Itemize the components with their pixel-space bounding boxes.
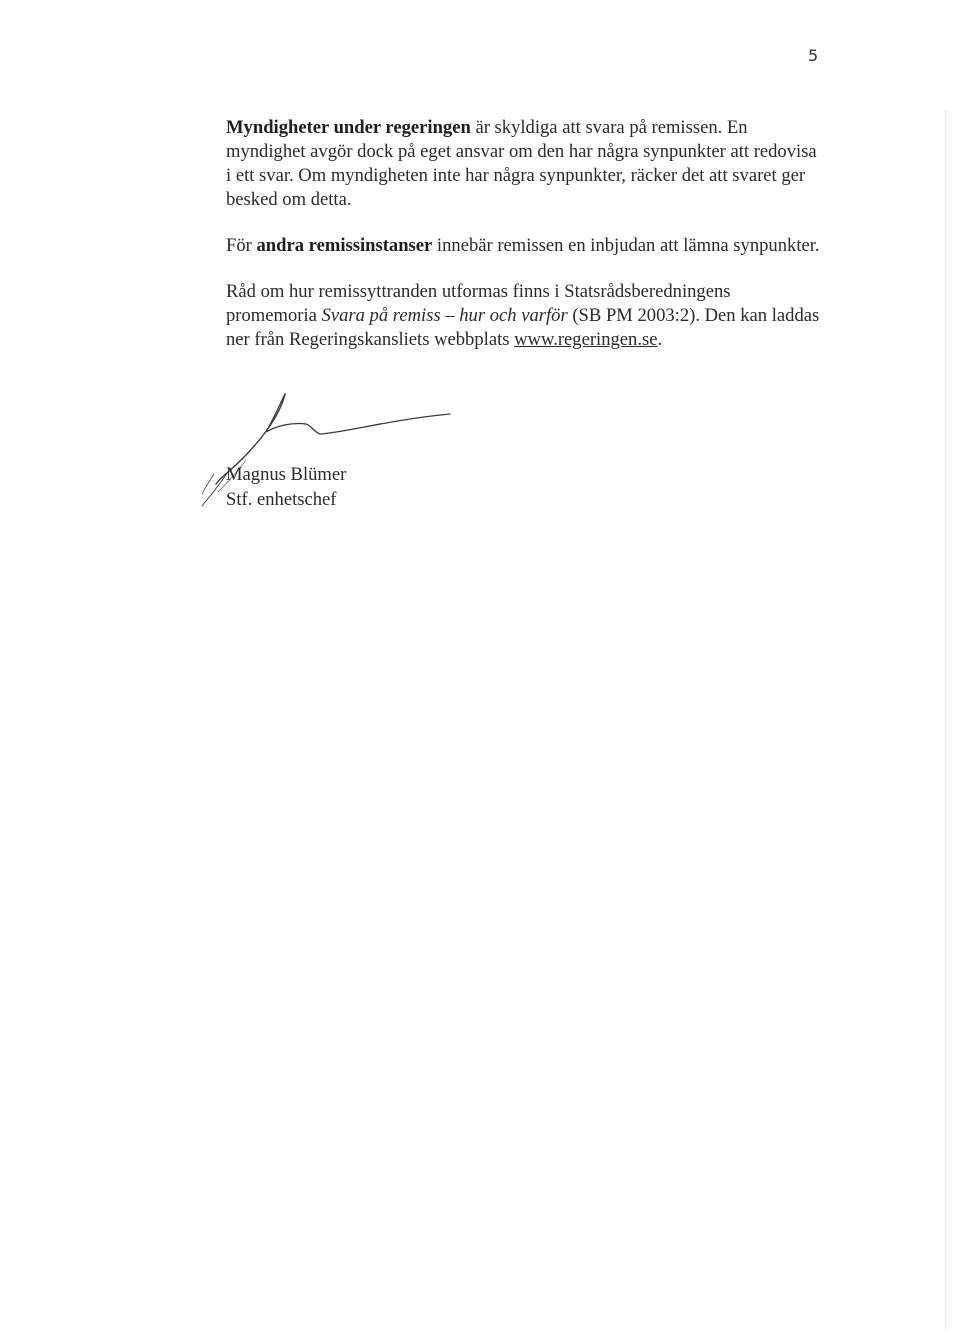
paragraph-text: För [226,235,257,256]
signatory-title: Stf. enhetschef [226,489,337,510]
page-number: 5 [808,46,819,65]
signatory-name: Magnus Blümer [226,464,347,485]
paragraph-text: innebär remissen en inbjudan att lämna synpunkter. [432,235,820,256]
signature-block [226,462,346,512]
paragraph-text: är skyldiga att svara på remissen. En myndighet avgör dock på eget ansvar om den har några synpunkter att redovisa i ett svar. Om myndigheten inte har några synpunkter, räcker det att svaret ger besked om detta. [226,117,817,210]
paragraph-respondents [226,116,826,212]
scan-edge-line [945,110,946,1330]
website-link[interactable]: www.regeringen.se [514,329,658,350]
paragraph-text: Råd om hur remissyttranden utformas finns i Statsrådsberedningens promemoria [226,281,731,326]
document-body [226,116,826,374]
paragraph-advice [226,280,826,352]
paragraph-text: (SB PM 2003:2). Den kan laddas ner från Regeringskansliets webbplats [226,305,820,350]
memo-title: Svara på remiss – hur och varför [321,305,568,326]
paragraph-other-bodies [226,234,826,258]
paragraph-text: . [657,329,663,350]
bold-agencies: Myndigheter under regeringen [226,117,471,138]
bold-other-bodies: andra remissinstanser [256,235,433,256]
